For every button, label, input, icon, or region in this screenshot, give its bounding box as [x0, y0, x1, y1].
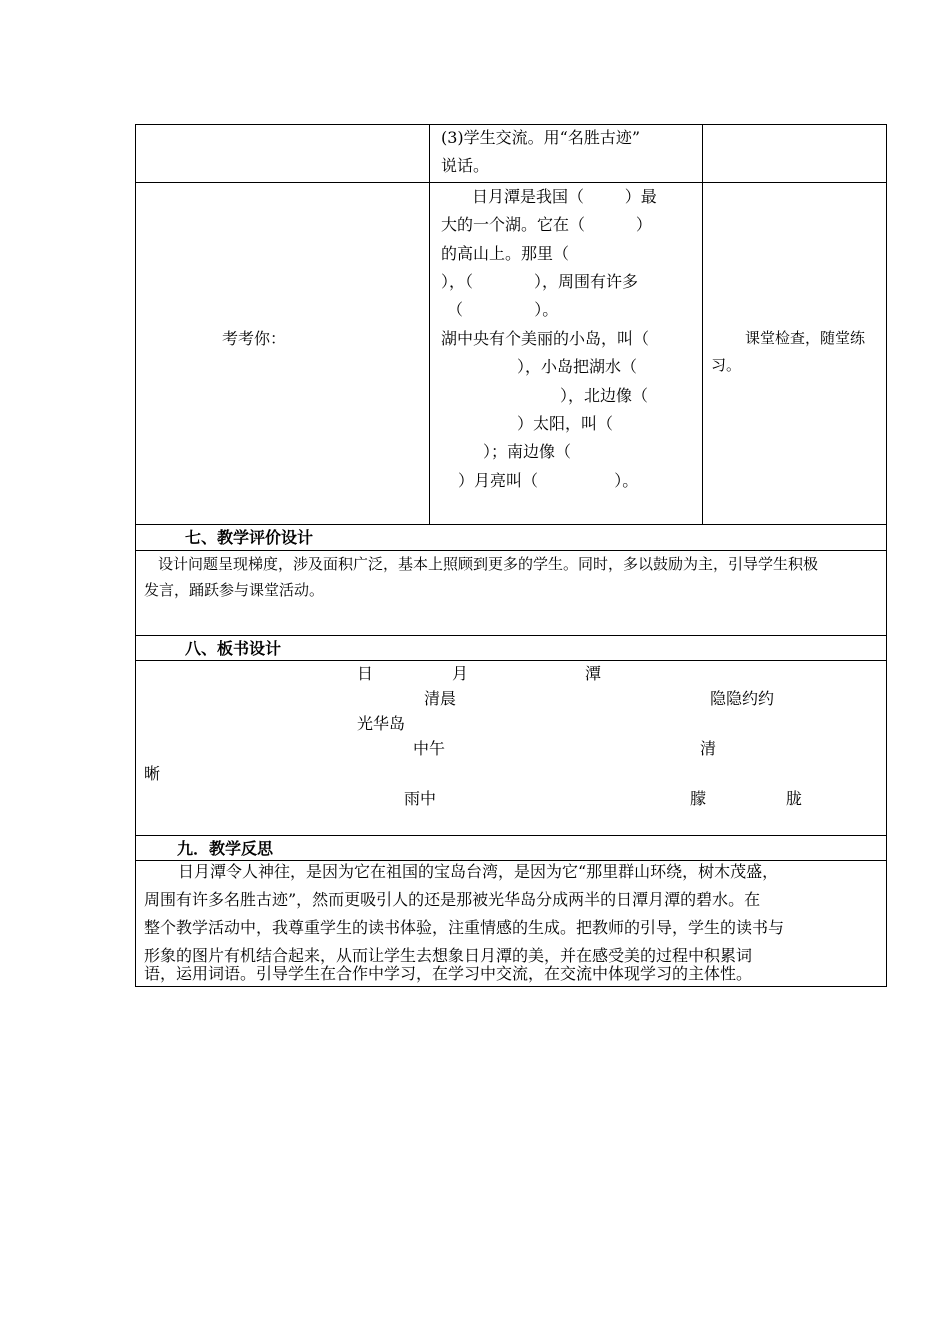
section7-body-line2: 发言，踊跃参与课堂活动。 — [144, 581, 325, 599]
quiz-line-6: 湖中央有个美丽的小岛，叫（ — [441, 329, 650, 348]
quiz-line-1: 日月潭是我国（ ）最 — [472, 187, 657, 206]
section8-heading: 八、板书设计 — [185, 639, 282, 658]
section9-body-line1: 日月潭令人神往，是因为它在祖国的宝岛台湾，是因为它“那里群山环绕，树木茂盛， — [178, 862, 779, 881]
quiz-line-9: ）太阳，叫（ — [517, 414, 614, 433]
quiz-line-5: （ ）。 — [447, 300, 559, 319]
board-ri: 日 — [357, 664, 374, 683]
quiz-line-7: ），小岛把湖水（ — [517, 357, 638, 376]
row2-right-line1: 课堂检查，随堂练 — [745, 329, 866, 347]
section9-body-line3: 整个教学活动中，我尊重学生的读书体验，注重情感的生成。把教师的引导，学生的读书与 — [144, 918, 785, 937]
board-meng: 朦 — [690, 789, 707, 808]
section7-body-line1: 设计问题呈现梯度，涉及面积广泛，基本上照顾到更多的学生。同时，多以鼓励为主，引导学生积极 — [158, 555, 819, 573]
section9-body-line4: 形象的图片有机结合起来，从而让学生去想象日月潭的美，并在感受美的过程中积累词 — [144, 946, 753, 965]
quiz-line-4: ），（ ），周围有许多 — [441, 272, 639, 291]
row1-middle-line1: (3)学生交流。用“名胜古迹” — [441, 128, 641, 147]
section8-box — [135, 635, 887, 836]
board-qing: 清 — [700, 739, 717, 758]
board-yuzhong: 雨中 — [404, 789, 437, 808]
section9-heading: 九．教学反思 — [177, 839, 274, 858]
quiz-line-11: ）月亮叫（ ）。 — [458, 471, 639, 490]
board-qingchen: 清晨 — [424, 689, 457, 708]
row2-right-line2: 习。 — [711, 356, 742, 374]
board-xi: 晰 — [144, 764, 161, 783]
section9-body-line5: 语，运用词语。引导学生在合作中学习，在学习中交流，在交流中体现学习的主体性。 — [144, 964, 753, 983]
quiz-line-3: 的高山上。那里（ — [441, 244, 570, 263]
table-divider-left — [429, 124, 430, 525]
board-yue: 月 — [452, 664, 469, 683]
section7-heading: 七、教学评价设计 — [185, 528, 314, 547]
table-divider-right — [702, 124, 703, 525]
board-yinyin: 隐隐约约 — [710, 689, 775, 708]
board-zhongwu: 中午 — [413, 739, 446, 758]
quiz-line-2: 大的一个湖。它在（ ） — [441, 215, 652, 234]
row1-middle-line2: 说话。 — [441, 156, 490, 175]
section9-body-line2: 周围有许多名胜古迹”，然而更吸引人的还是那被光华岛分成两半的日潭月潭的碧水。在 — [144, 890, 761, 909]
board-guanghuadao: 光华岛 — [357, 714, 406, 733]
quiz-line-8: ），北边像（ — [560, 386, 649, 405]
board-long: 胧 — [786, 789, 803, 808]
row2-left-label: 考考你： — [222, 329, 287, 348]
board-tan: 潭 — [585, 664, 602, 683]
section8-heading-divider — [135, 660, 887, 661]
quiz-line-10: ）；南边像（ — [483, 442, 572, 461]
